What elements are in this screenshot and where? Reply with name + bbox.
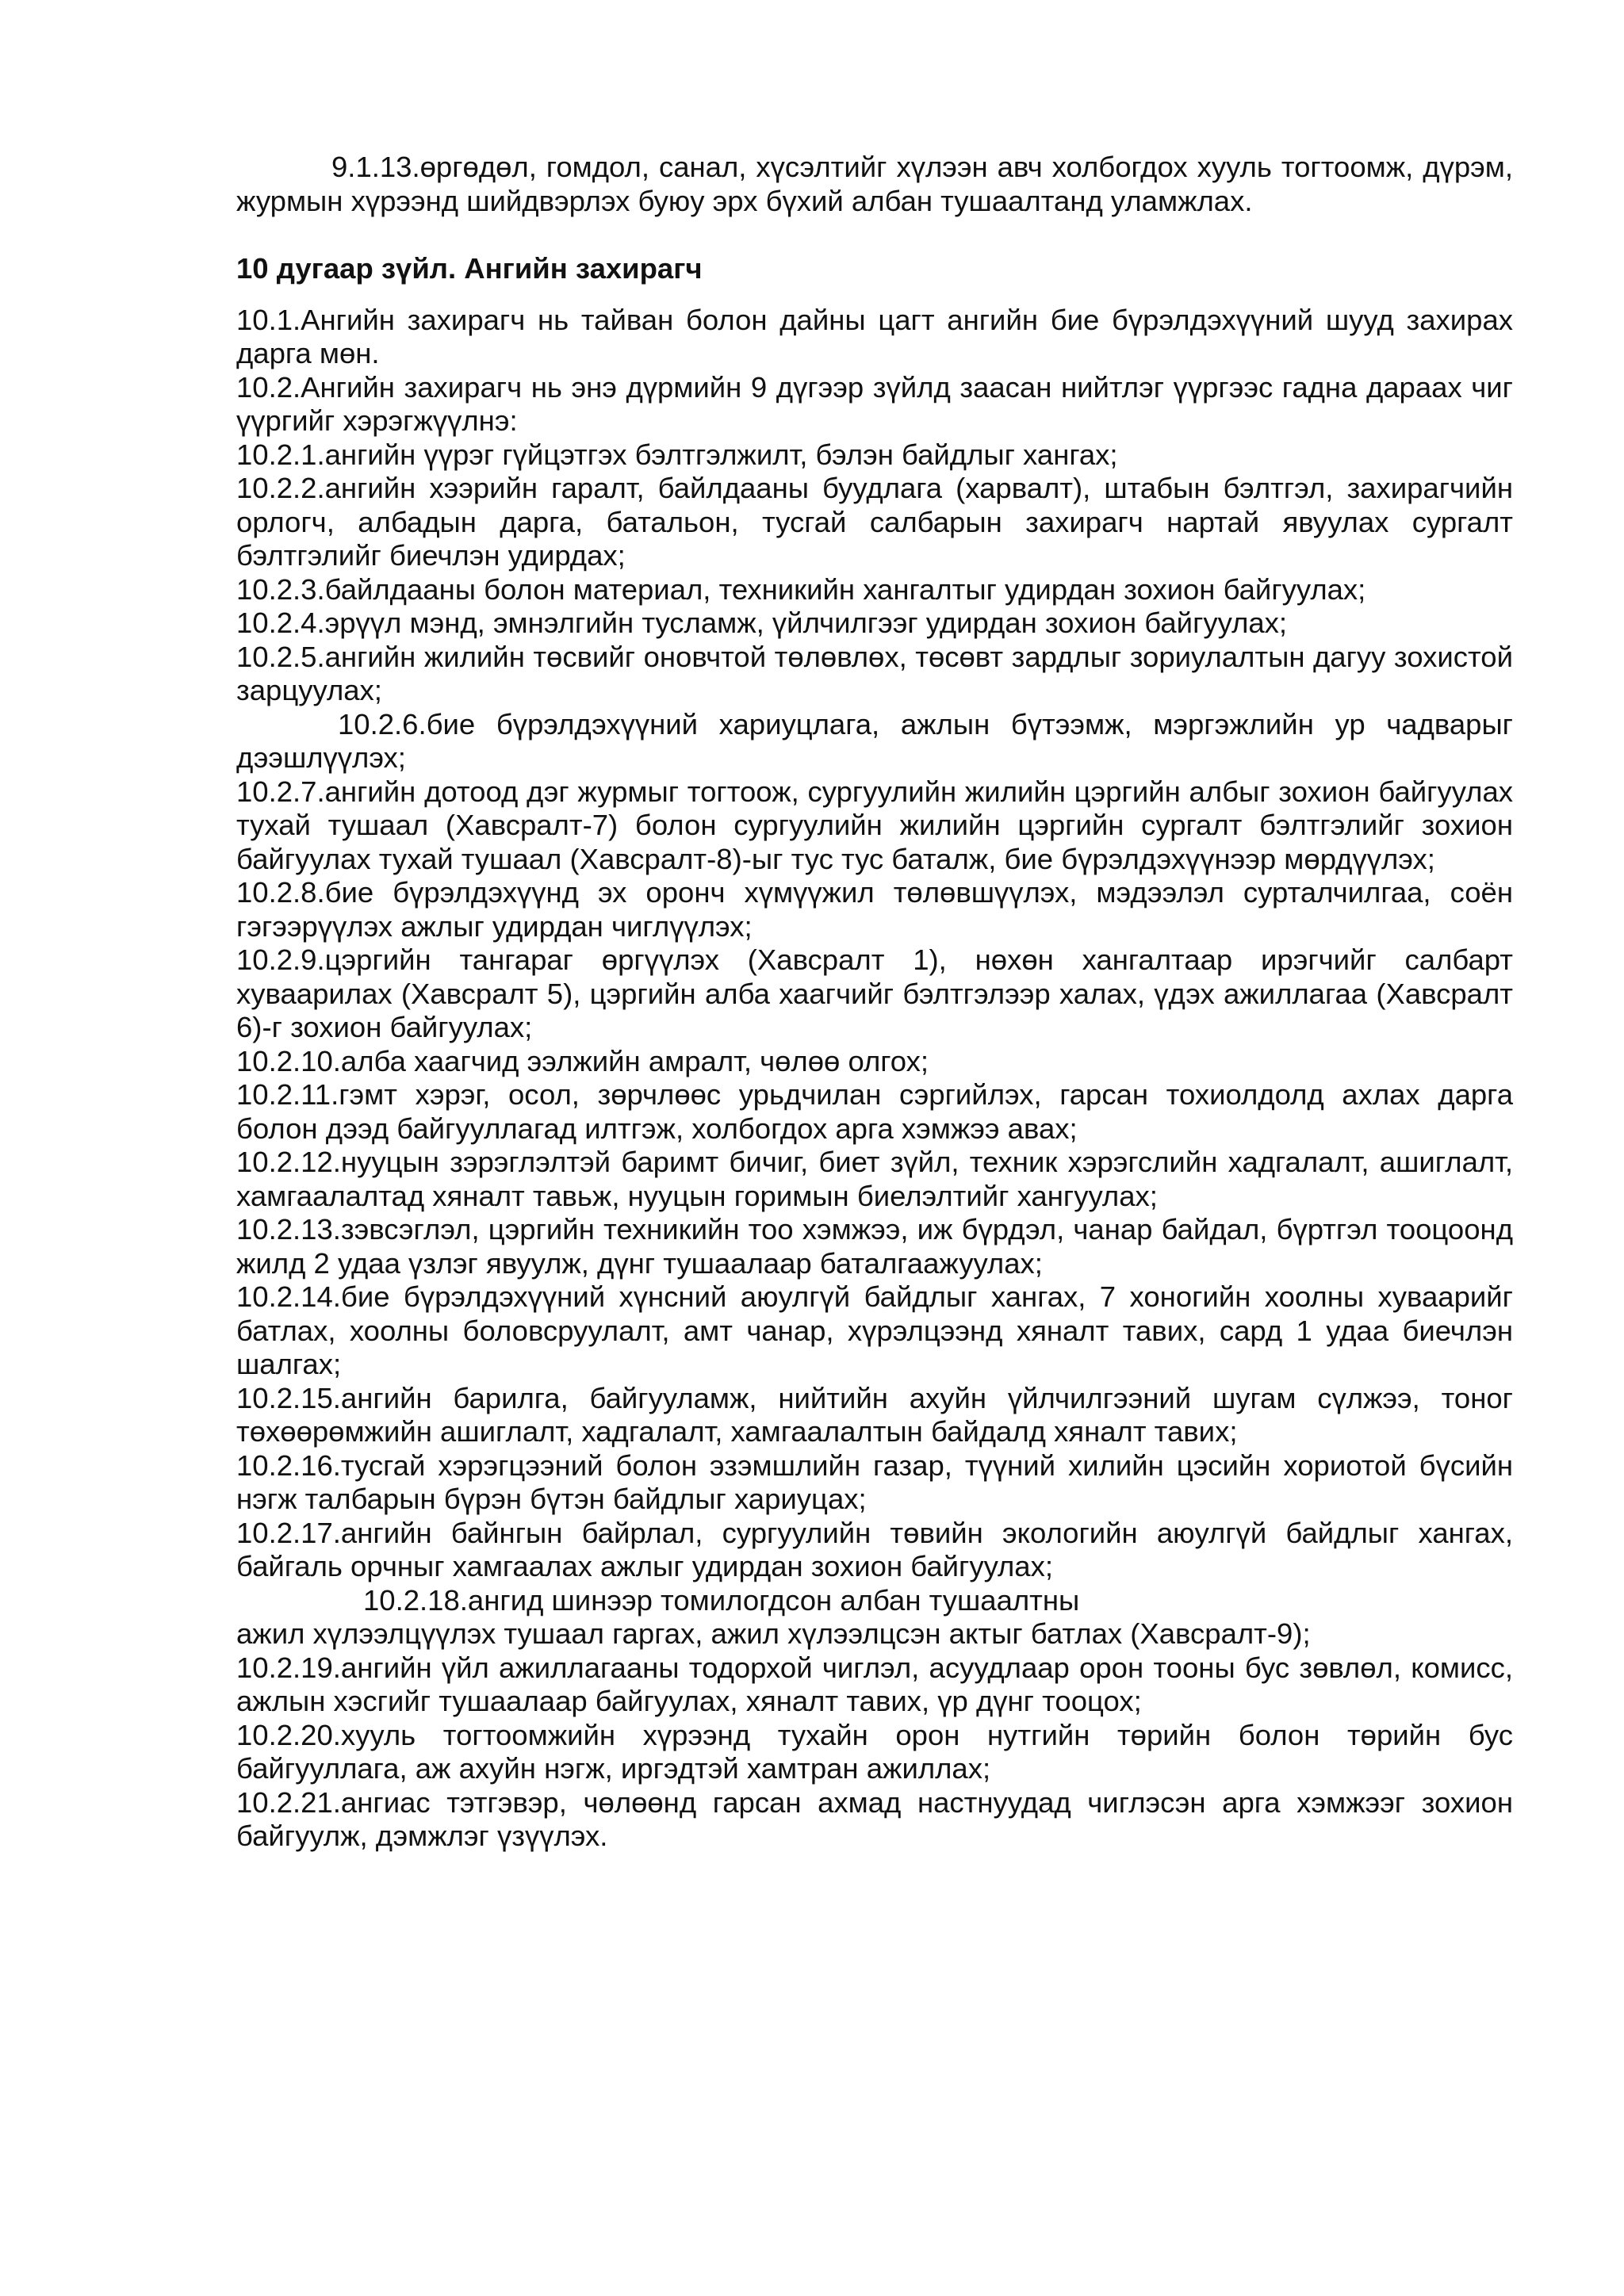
section-heading: 10 дугаар зүйл. Ангийн захирагч	[236, 252, 703, 285]
paragraph-10-2-8: 10.2.8.бие бүрэлдэхүүнд эх оронч хүмүүжил төлөвшүүлэх, мэдээлэл сурталчилгаа, соён гэгээрүүлэх ажлыг удирдан чиглүүлэх;	[236, 876, 1513, 943]
paragraph-10-1: 10.1.Ангийн захирагч нь тайван болон дайны цагт ангийн бие бүрэлдэхүүний шууд захирах дарга мөн.	[236, 303, 1513, 369]
paragraph-10-2-12: 10.2.12.нууцын зэрэглэлтэй баримт бичиг, биет зүйл, техник хэрэгслийн хадгалалт, ашиглалт, хамгаалалтад хяналт тавьж, нууцын горимын биелэлтийг хангуулах;	[236, 1146, 1513, 1212]
paragraph-9-1-13: 9.1.13.өргөдөл, гомдол, санал, хүсэлтийг хүлээн авч холбогдох хууль тогтоомж, дүрэм, журмын хүрээнд шийдвэрлэх буюу эрх бүхий албан тушаалтанд уламжлах.	[236, 151, 1513, 217]
paragraph-10-2-1: 10.2.1.ангийн үүрэг гүйцэтгэх бэлтгэлжилт, бэлэн байдлыг хангах;	[236, 438, 1118, 471]
spacer	[236, 218, 1513, 252]
paragraph-10-2-5: 10.2.5.ангийн жилийн төсвийг оновчтой төлөвлөх, төсөвт зардлыг зориулалтын дагуу зохистой зарцуулах;	[236, 640, 1513, 706]
paragraph-10-2-20: 10.2.20.хууль тогтоомжийн хүрээнд тухайн орон нутгийн төрийн болон төрийн бус байгууллага, аж ахуйн нэгж, иргэдтэй хамтран ажиллах;	[236, 1718, 1513, 1785]
paragraph-10-2-6: 10.2.6.бие бүрэлдэхүүний хариуцлага, ажлын бүтээмж, мэргэжлийн ур чадварыг дээшлүүлэх;	[236, 707, 1513, 774]
paragraph-10-2-21: 10.2.21.ангиас тэтгэвэр, чөлөөнд гарсан ахмад настнуудад чиглэсэн арга хэмжээг зохион байгуулж, дэмжлэг үзүүлэх.	[236, 1785, 1513, 1852]
paragraph-10-2-9: 10.2.9.цэргийн тангараг өргүүлэх (Хавсралт 1), нөхөн хангалтаар ирэгчийг салбарт хуваарилах (Хавсралт 5), цэргийн алба хаагчийг бэлтгэлээр халах, үдэх ажиллагаа (Хавсралт 6)-г зохион байгуулах;	[236, 943, 1513, 1043]
paragraph-10-2-4: 10.2.4.эрүүл мэнд, эмнэлгийн тусламж, үйлчилгээг удирдан зохион байгуулах;	[236, 607, 1288, 639]
paragraph-10-2-18-cont: ажил хүлээлцүүлэх тушаал гаргах, ажил хүлээлцсэн актыг батлах (Хавсралт-9);	[236, 1617, 1311, 1650]
paragraph-10-2-7: 10.2.7.ангийн дотоод дэг журмыг тогтоож, сургуулийн жилийн цэргийн албыг зохион байгуулах тухай тушаал (Хавсралт-7) болон сургуулийн жилийн цэргийн сургалт бэлтгэлийг зохион байгуулах тухай тушаал (Хавсралт-8)-ыг тус тус баталж, бие бүрэлдэхүүнээр мөрдүүлэх;	[236, 775, 1513, 875]
paragraph-10-2-15: 10.2.15.ангийн барилга, байгууламж, нийтийн ахуйн үйлчилгээний шугам сүлжээ, тоног төхөөрөмжийн ашиглалт, хадгалалт, хамгаалалтын байдалд хяналт тавих;	[236, 1381, 1513, 1448]
paragraph-10-2-17: 10.2.17.ангийн байнгын байрлал, сургуулийн төвийн экологийн аюулгүй байдлыг хангах, байгаль орчныг хамгаалах ажлыг удирдан зохион байгуулах;	[236, 1516, 1513, 1582]
paragraph-10-2-19: 10.2.19.ангийн үйл ажиллагааны тодорхой чиглэл, асуудлаар орон тооны бус зөвлөл, комисс, ажлын хэсгийг тушаалаар байгуулах, хяналт тавих, үр дүнг тооцох;	[236, 1651, 1513, 1717]
paragraph-10-2-16: 10.2.16.тусгай хэрэгцээний болон эзэмшлийн газар, түүний хилийн цэсийн хориотой бүсийн нэгж талбарын бүрэн бүтэн байдлыг хариуцах;	[236, 1448, 1513, 1515]
paragraph-10-2: 10.2.Ангийн захирагч нь энэ дүрмийн 9 дүгээр зүйлд заасан нийтлэг үүргээс гадна дараах чиг үүргийг хэрэгжүүлнэ:	[236, 370, 1513, 437]
paragraph-10-2-18: 10.2.18.ангид шинээр томилогдсон албан тушаалтны	[363, 1583, 1080, 1617]
paragraph-10-2-2: 10.2.2.ангийн хээрийн гаралт, байлдааны буудлага (харвалт), штабын бэлтгэл, захирагчийн орлогч, албадын дарга, батальон, тусгай салбарын захирагч нартай явуулах сургалт бэлтгэлийг биечлэн удирдах;	[236, 472, 1513, 572]
spacer	[236, 286, 1513, 304]
paragraph-10-2-11: 10.2.11.гэмт хэрэг, осол, зөрчлөөс урьдчилан сэргийлэх, гарсан тохиолдолд ахлах дарга болон дээд байгууллагад илтгэж, холбогдох арга хэмжээ авах;	[236, 1078, 1513, 1145]
document-body	[236, 151, 1513, 1854]
paragraph-10-2-13: 10.2.13.зэвсэглэл, цэргийн техникийн тоо хэмжээ, иж бүрдэл, чанар байдал, бүртгэл тооцоонд жилд 2 удаа үзлэг явуулж, дүнг тушаалаар баталгаажуулах;	[236, 1213, 1513, 1280]
paragraph-10-2-14: 10.2.14.бие бүрэлдэхүүний хүнсний аюулгүй байдлыг хангах, 7 хоногийн хоолны хуваарийг батлах, хоолны боловсруулалт, амт чанар, хүрэлцээнд хяналт тавих, сард 1 удаа биечлэн шалгах;	[236, 1280, 1513, 1380]
paragraph-10-2-10: 10.2.10.алба хаагчид ээлжийн амралт, чөлөө олгох;	[236, 1044, 929, 1077]
paragraph-10-2-3: 10.2.3.байлдааны болон материал, техникийн хангалтыг удирдан зохион байгуулах;	[236, 572, 1366, 606]
